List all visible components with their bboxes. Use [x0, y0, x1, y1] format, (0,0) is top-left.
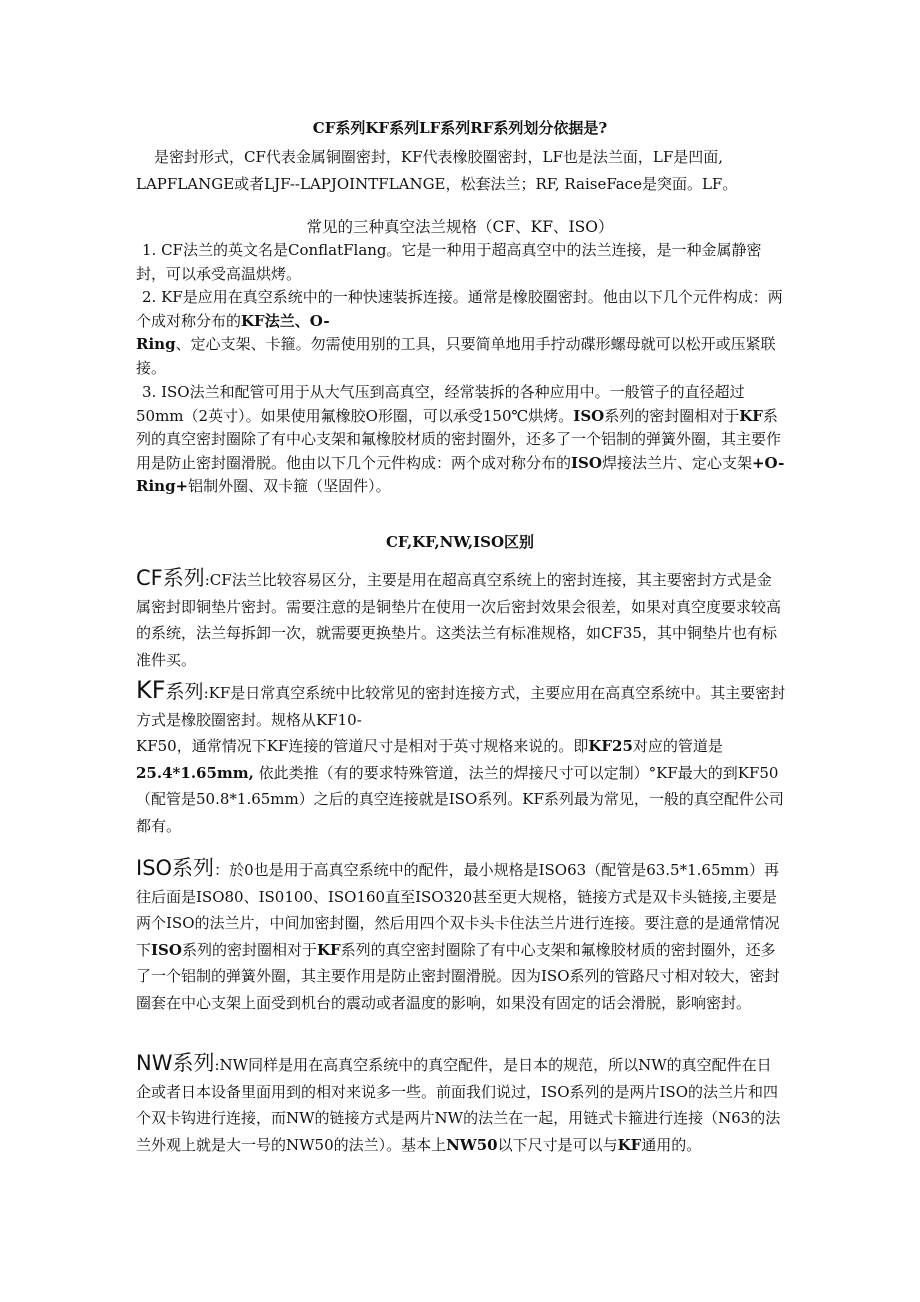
list-item-kf-bold-flange: KF法兰、O- [241, 311, 330, 330]
nw-series-text-a: :NW同样是用在高真空系统中的真空配件，是日本的规范，所以NW的真空配件在日企或者日本设备里面用到的相对来说多一些。前面我们说过，ISO系列的是两片ISO的法兰片和四个双卡钩进行连接，而NW的链接方式是两片NW的法兰在一起，用链式卡箍进行连接（N63的法兰外观上就是大一号的NW50的法兰）。基本上 [136, 1056, 781, 1154]
list-item-iso-bold-f: ISO [571, 453, 602, 472]
section-title-series: CF系列KF系列LF系列RF系列划分依据是? [312, 119, 608, 137]
nw-series-text-c: 以下尺寸是可以与 [497, 1135, 618, 1154]
list-item-kf-text-d: 、定心支架、卡箍。勿需使用别的工具，只要简单地用手拧动碟形螺母就可以松开或压紧联接。 [136, 335, 776, 377]
kf-series-bold-kf25: KF25 [588, 737, 633, 755]
kf-series-text-b: KF50，通常情况下KF连接的管道尺寸是相对于英寸规格来说的。即 [136, 737, 589, 755]
paragraph-iso-series [136, 855, 786, 1016]
kf-series-heading-sub: 系列 [165, 681, 204, 703]
paragraph-kf-series [136, 677, 786, 839]
list-item-iso-text-c: 系列的密封圈相对于 [604, 406, 740, 425]
kf-series-heading: KF [136, 676, 166, 704]
list-item-kf-bold-ring: Ring [136, 335, 176, 353]
kf-series-text-d: 对应的管道是 [632, 737, 723, 755]
iso-series-text-e: 系列的真空密封圈除了有中心支架和氟橡胶材质的密封圈外，还多了一个铝制的弹簧外圈，其主要作用是防止密封圈滑脱。因为ISO系列的管路尺寸相对较大，密封圈套在中心支架上面受到机台的震动或者温度的影响，如果没有固定的话会滑脱，影响密封。 [136, 940, 780, 1012]
intro-paragraph [136, 144, 796, 198]
cf-series-text: :CF法兰比较容易区分，主要是用在超高真空系统上的密封连接，其主要密封方式是金属密封即铜垫片密封。需要注意的是铜垫片在使用一次后密封效果会很差，如果对真空度要求较高的系统，法兰每拆卸一次，就需要更换垫片。这类法兰有标准规格，如CF35，其中铜垫片也有标准件买。 [136, 571, 782, 669]
cf-series-heading: CF系列 [136, 566, 205, 590]
list-item-iso [136, 381, 786, 499]
paragraph-nw-series [136, 1050, 786, 1158]
iso-series-heading: ISO系列 [136, 856, 215, 880]
intro-line-2: LAPFLANGE或者LJF--LAPJOINTFLANGE，松套法兰；RF, RaiseFace是突面。LF。 [136, 175, 738, 193]
nw-series-bold-kf: KF [617, 1135, 642, 1154]
nw-series-bold-nw50: NW50 [446, 1135, 498, 1154]
section-title-differences: CF,KF,NW,ISO区别 [385, 533, 535, 551]
list-item-iso-text-a: 3. ISO法兰和配管可用于从大气压到高真空，经常装拆的各种应用中。一般管子的直径超过50mm（2英寸）。如果使用氟橡胶O形圈，可以承受150℃烘烤。 [136, 383, 745, 425]
section-title-specs: 常见的三种真空法兰规格（CF、KF、ISO） [306, 218, 614, 236]
iso-series-bold-kf: KF [316, 940, 341, 959]
kf-series-text-a: :KF是日常真空系统中比较常见的密封连接方式，主要应用在高真空系统中。其主要密封方式是橡胶圈密封。规格从KF10- [136, 684, 786, 729]
list-item-iso-bold-h: +O-Ring+ [136, 453, 785, 495]
iso-series-text-c: 系列的密封圈相对于 [181, 940, 317, 959]
list-item-iso-text-i: 铝制外圈、双卡箍（坚固件）。 [188, 477, 391, 495]
paragraph-cf-series [136, 565, 786, 673]
list-item-cf: 1. CF法兰的英文名是ConflatFlang。它是一种用于超高真空中的法兰连接，是一种金属静密封，可以承受高温烘烤。 [136, 241, 762, 283]
iso-series-bold-iso: ISO [151, 940, 182, 959]
kf-series-bold-size: 25.4*1.65mm, [136, 763, 254, 782]
list-item-kf [136, 286, 786, 380]
iso-series-text-a: ：於0也是用于高真空系统中的配件，最小规格是ISO63（配管是63.5*1.65mm）再往后面是ISO80、IS0100、ISO160直至ISO320甚至更大规格，链接方式是双卡头链接,主要是两个ISO的法兰片，中间加密封圈，然后用四个双卡头卡住法兰片进行连接。要注意的是通常情况下 [136, 861, 780, 959]
list-item-iso-text-g: 焊接法兰片、定心支架 [601, 453, 752, 472]
list-item-iso-text-e: 系列的真空密封圈除了有中心支架和氟橡胶材质的密封圈外，还多了一个铝制的弹簧外圈，其主要作用是防止密封圈滑脱。他由以下几个元件构成：两个成对称分布的 [136, 406, 782, 472]
nw-series-heading: NW系列 [136, 1051, 215, 1075]
list-item-iso-bold-b: ISO [573, 406, 605, 425]
nw-series-text-e: 通用的。 [641, 1135, 702, 1154]
list-item-kf-text-a: 2. KF是应用在真空系统中的一种快速装拆连接。通常是橡胶圈密封。他由以下几个元件构成：两个成对称分布的 [136, 288, 783, 330]
intro-line-1: 是密封形式，CF代表金属铜圈密封，KF代表橡胶圈密封，LF也是法兰面，LF是凹面, [154, 148, 724, 166]
kf-series-text-f: 依此类推（有的要求特殊管道，法兰的焊接尺寸可以定制）°KF最大的到KF50（配管是50.8*1.65mm）之后的真空连接就是ISO系列。KF系列最为常见，一般的真空配件公司都有。 [136, 763, 784, 835]
list-item-iso-bold-d: KF [739, 406, 763, 425]
